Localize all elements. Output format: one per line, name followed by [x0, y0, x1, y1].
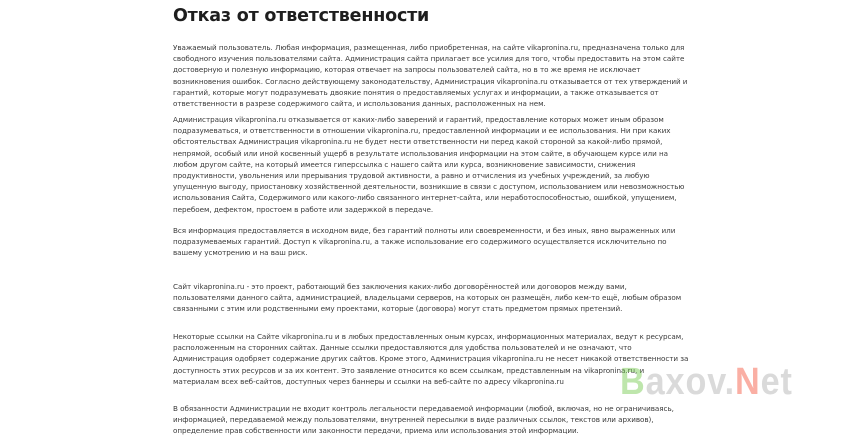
text-line: Вся информация предоставляется в исходном виде, без гарантий полноты или своевременности, и без иных, явно выраженных или [173, 226, 676, 235]
text-line: свободного изучения пользователями сайта. Администрация сайта прилагает все усилия для того, чтобы предоставить на этом сайте [173, 54, 685, 64]
paragraph-liability [173, 114, 684, 215]
text-line: Сайт vikapronina.ru - это проект, работающий без заключения каких-либо договорённостей или договоров между вами, [173, 282, 627, 291]
watermark-part: N [735, 361, 761, 403]
paragraph-legality [173, 403, 674, 437]
text-line: пользователями данного сайта, администрацией, владельцами серверов, на которых он размещён, либо кем-то ещё, любым образом [173, 293, 682, 303]
text-line: возникновения ошибок. Согласно действующему законодательству, Администрация vikapronina.ru отказывается от тех утверждений и [173, 76, 688, 86]
watermark-part: axov. [645, 361, 736, 403]
text-line: определение прав собственности или законности передачи, приема или использования этой информации. [173, 426, 579, 436]
text-line: информацией, передаваемой между пользователями, внутренней пересылки в виде различных ссылок, текстов или архивов), [173, 415, 654, 425]
text-line: перебоем, дефектом, простоем в работе или задержкой в передаче. [173, 204, 434, 214]
text-line: достоверную и полезную информацию, которая отвечает на запросы пользователей сайта, но в то же время не исключает [173, 65, 641, 75]
text-line: непрямой, особый или иной косвенный ущерб в результате использования информации на этом сайте, в обучающем курсе или на [173, 148, 668, 158]
text-line: Уважаемый пользователь. Любая информация, размещенная, либо приобретенная, на сайте vikapronina.ru, предназначена только для [173, 43, 685, 52]
text-line: доступность этих ресурсов и за их контент. Это заявление относится ко всем ссылкам, представленным на vikapronina.ru, и [173, 365, 645, 375]
text-line: продуктивности, увольнения или прерывания трудовой активности, а равно и отчисления из учебных учреждений, за любую [173, 171, 650, 181]
paragraph-intro [173, 42, 687, 109]
watermark-part: et [760, 361, 793, 403]
text-line: В обязанности Администрации не входит контроль легальности передаваемой информации (любой, включая, но не ограничиваясь, [173, 404, 674, 413]
text-line: связанными с этим или родственными ему проектами, которые (договора) могут стать предметом прямых претензий. [173, 304, 623, 314]
text-line: гарантий, которые могут подразумевать двоякие понятия о предоставляемых услугах и информации, а также отказывается от [173, 87, 659, 97]
text-line: подразумеваться, и ответственности в отношении vikapronina.ru, предоставленной информации и ее использования. Ни при каких [173, 126, 671, 136]
text-line: обстоятельствах Администрация vikapronina.ru не будет нести ответственности ни перед какой стороной за какой-либо прямой, [173, 137, 663, 147]
text-line: расположенным на сторонних сайтах. Данные ссылки предоставляются для удобства пользователей и не означают, что [173, 343, 632, 353]
text-line: Администрация vikapronina.ru отказывается от каких-либо заверений и гарантий, предоставление которых может иным образом [173, 115, 664, 124]
text-line: ответственности в разрезе содержимого сайта, и использования данных, расположенных на нем. [173, 99, 546, 109]
text-line: подразумеваемых гарантий. Доступ к vikapronina.ru, а также использование его содержимого осуществляется исключительно по [173, 237, 667, 247]
paragraph-no-agreements [173, 281, 681, 315]
text-line: упущенную выгоду, приостановку хозяйственной деятельности, возникшие в связи с доступом, использованием или невозможностью [173, 182, 685, 192]
text-line: Администрация одобряет содержание других сайтов. Кроме этого, Администрация vikapronina.ru не несет никакой ответственности за [173, 354, 689, 364]
paragraph-external-links [173, 331, 688, 387]
page-title: Отказ от ответственности [173, 6, 430, 26]
text-line: вашему усмотрению и на ваш риск. [173, 248, 308, 258]
text-line: использования Сайта, Содержимого или какого-либо связанного интернет-сайта, или неработоспособностью, ошибкой, упущением, [173, 193, 677, 203]
watermark-part: B [620, 361, 646, 403]
text-line: любом другом сайте, на который имеется гиперссылка с нашего сайта или курса, возникновение зависимости, снижения [173, 159, 636, 169]
text-line: материалам всех веб-сайтов, доступных через баннеры и ссылки на веб-сайте по адресу vikapronina.ru [173, 376, 564, 386]
paragraph-as-is [173, 225, 675, 259]
text-line: Некоторые ссылки на Сайте vikapronina.ru и в любых предоставленных оным курсах, информационных материалах, ведут к ресурсам, [173, 332, 684, 341]
